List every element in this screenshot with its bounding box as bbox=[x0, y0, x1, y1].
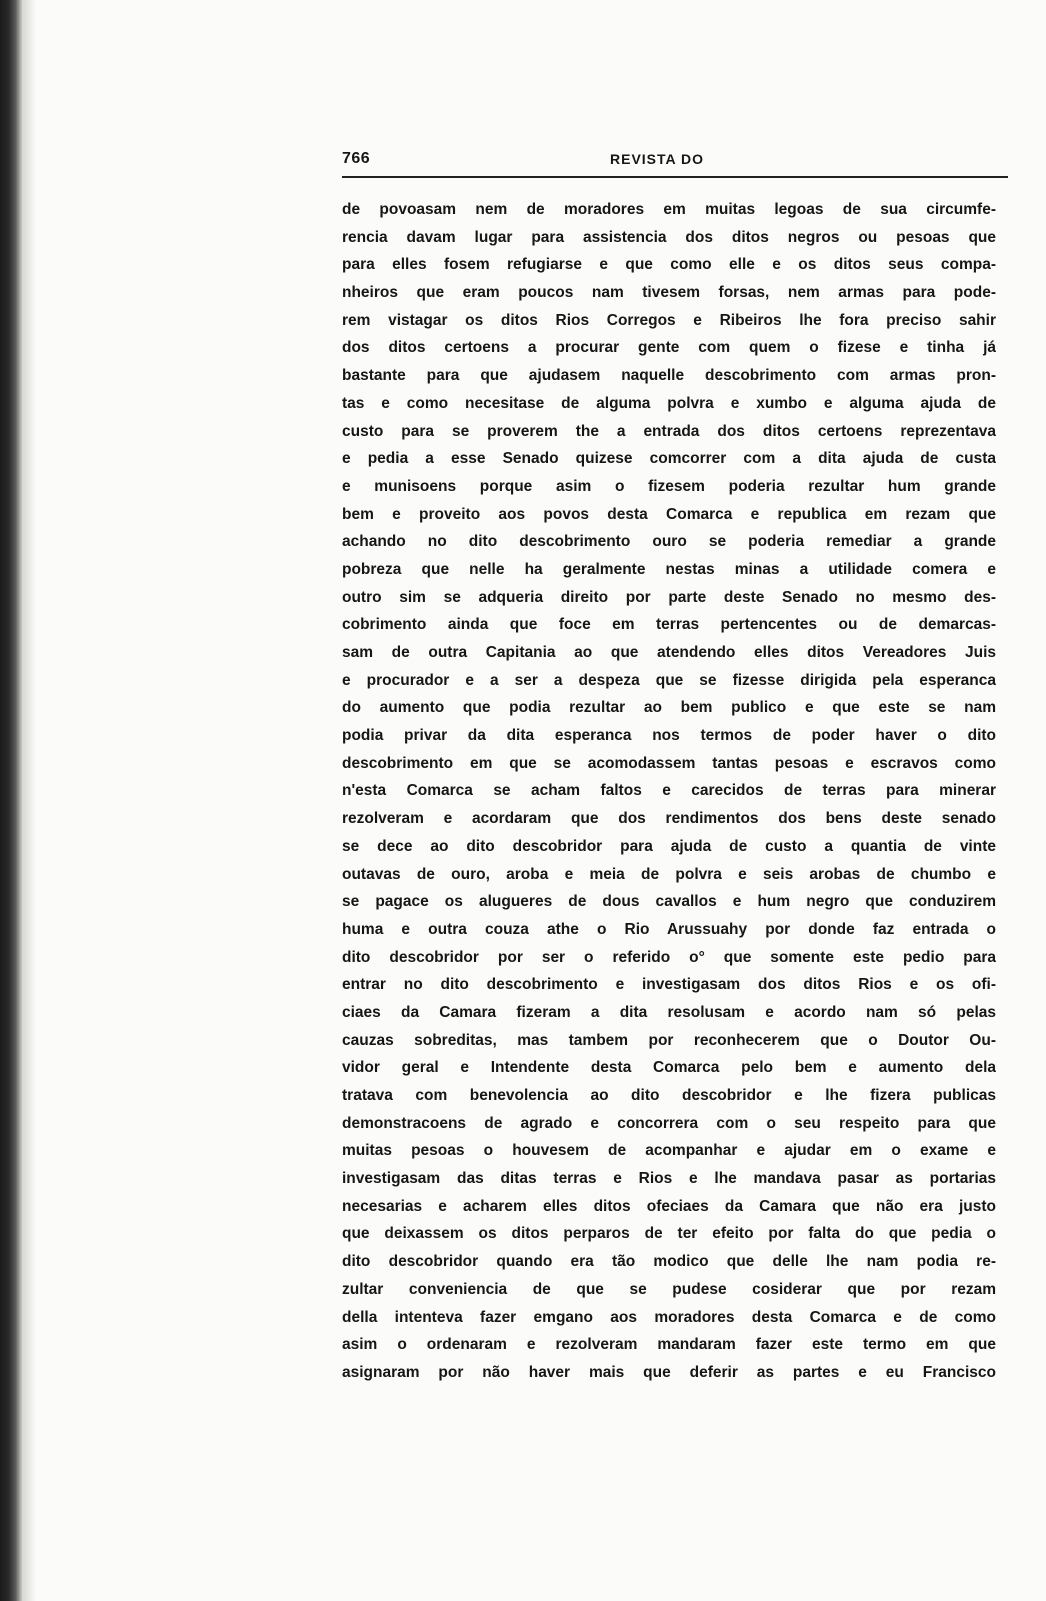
page-number: 766 bbox=[342, 150, 371, 167]
text-line: achando no dito descobrimento ouro se poderia remediar a grande bbox=[342, 533, 996, 551]
text-line: zultar conveniencia de que se pudese cosiderar que por rezam bbox=[342, 1280, 996, 1298]
text-line: descobrimento em que se acomodassem tantas pesoas e escravos como bbox=[342, 754, 996, 772]
text-line: investigasam das ditas terras e Rios e lhe mandava pasar as portarias bbox=[342, 1170, 996, 1188]
text-line: de povoasam nem de moradores em muitas legoas de sua circumfe- bbox=[342, 201, 996, 218]
text-line: do aumento que podia rezultar ao bem publico e que este se nam bbox=[342, 699, 996, 717]
text-line: dito descobridor quando era tão modico que delle lhe nam podia re- bbox=[342, 1253, 996, 1271]
running-head: REVISTA DO bbox=[610, 151, 705, 167]
text-line: cauzas sobreditas, mas tambem por reconhecerem que o Doutor Ou- bbox=[342, 1031, 996, 1049]
text-line: dos ditos certoens a procurar gente com quem o fizese e tinha já bbox=[342, 339, 996, 357]
text-line: se dece ao dito descobridor para ajuda de custo a quantia de vinte bbox=[342, 837, 996, 855]
text-line: rezolveram e acordaram que dos rendimentos dos bens deste senado bbox=[342, 810, 996, 828]
text-line: huma e outra couza athe o Rio Arussuahy por donde faz entrada o bbox=[342, 920, 996, 938]
text-line: pobreza que nelle ha geralmente nestas minas a utilidade comera e bbox=[342, 560, 996, 578]
book-binding-edge bbox=[0, 0, 22, 1601]
text-line: que deixassem os ditos perparos de ter efeito por falta do que pedia o bbox=[342, 1225, 996, 1243]
text-line: para elles fosem refugiarse e que como elle e os ditos seus compa- bbox=[342, 256, 996, 274]
text-line: bastante para que ajudasem naquelle descobrimento com armas pron- bbox=[342, 367, 996, 385]
text-line: e munisoens porque asim o fizesem poderia rezultar hum grande bbox=[342, 477, 996, 495]
text-line: bem e proveito aos povos desta Comarca e republica em rezam que bbox=[342, 505, 996, 523]
text-line: asignaram por não haver mais que deferir as partes e eu Francisco bbox=[342, 1363, 996, 1381]
text-line: podia privar da dita esperanca nos termos de poder haver o dito bbox=[342, 727, 996, 745]
body-text bbox=[342, 196, 996, 1387]
text-line: outavas de ouro, aroba e meia de polvra e seis arobas de chumbo e bbox=[342, 865, 996, 883]
text-line: muitas pesoas o houvesem de acompanhar e ajudar em o exame e bbox=[342, 1142, 996, 1160]
text-line: della intenteva fazer emgano aos moradores desta Comarca e de como bbox=[342, 1308, 996, 1326]
page-header bbox=[342, 150, 1008, 180]
header-rule bbox=[342, 176, 1008, 178]
text-line: ciaes da Camara fizeram a dita resolusam e acordo nam só pelas bbox=[342, 1003, 996, 1021]
text-line: necesarias e acharem elles ditos ofeciaes da Camara que não era justo bbox=[342, 1197, 996, 1215]
text-line: cobrimento ainda que foce em terras pertencentes ou de demarcas- bbox=[342, 616, 996, 634]
text-line: tas e como necesitase de alguma polvra e xumbo e alguma ajuda de bbox=[342, 394, 996, 412]
text-line: demonstracoens de agrado e concorrera com o seu respeito para que bbox=[342, 1114, 996, 1132]
text-line: outro sim se adqueria direito por parte deste Senado no mesmo des- bbox=[342, 588, 996, 606]
text-line: dito descobridor por ser o referido o° que somente este pedio para bbox=[342, 948, 996, 966]
text-line: asim o ordenaram e rezolveram mandaram fazer este termo em que bbox=[342, 1336, 996, 1354]
text-line: e procurador e a ser a despeza que se fizesse dirigida pela esperanca bbox=[342, 671, 996, 689]
text-line: e pedia a esse Senado quizese comcorrer com a dita ajuda de custa bbox=[342, 450, 996, 468]
text-line: tratava com benevolencia ao dito descobridor e lhe fizera publicas bbox=[342, 1087, 996, 1104]
text-line: vidor geral e Intendente desta Comarca pelo bem e aumento dela bbox=[342, 1059, 996, 1077]
text-line: rem vistagar os ditos Rios Corregos e Ribeiros lhe fora preciso sahir bbox=[342, 311, 996, 329]
text-line: se pagace os alugueres de dous cavallos e hum negro que conduzirem bbox=[342, 893, 996, 911]
text-line: nheiros que eram poucos nam tivesem forsas, nem armas para pode- bbox=[342, 284, 996, 302]
text-line: entrar no dito descobrimento e investigasam dos ditos Rios e os ofi- bbox=[342, 976, 996, 994]
binding-shadow bbox=[22, 0, 36, 1601]
text-line: n'esta Comarca se acham faltos e carecidos de terras para minerar bbox=[342, 782, 996, 800]
text-line: sam de outra Capitania ao que atendendo elles ditos Vereadores Juis bbox=[342, 644, 996, 661]
text-line: rencia davam lugar para assistencia dos ditos negros ou pesoas que bbox=[342, 228, 996, 246]
text-line: custo para se proverem the a entrada dos ditos certoens reprezentava bbox=[342, 422, 996, 440]
